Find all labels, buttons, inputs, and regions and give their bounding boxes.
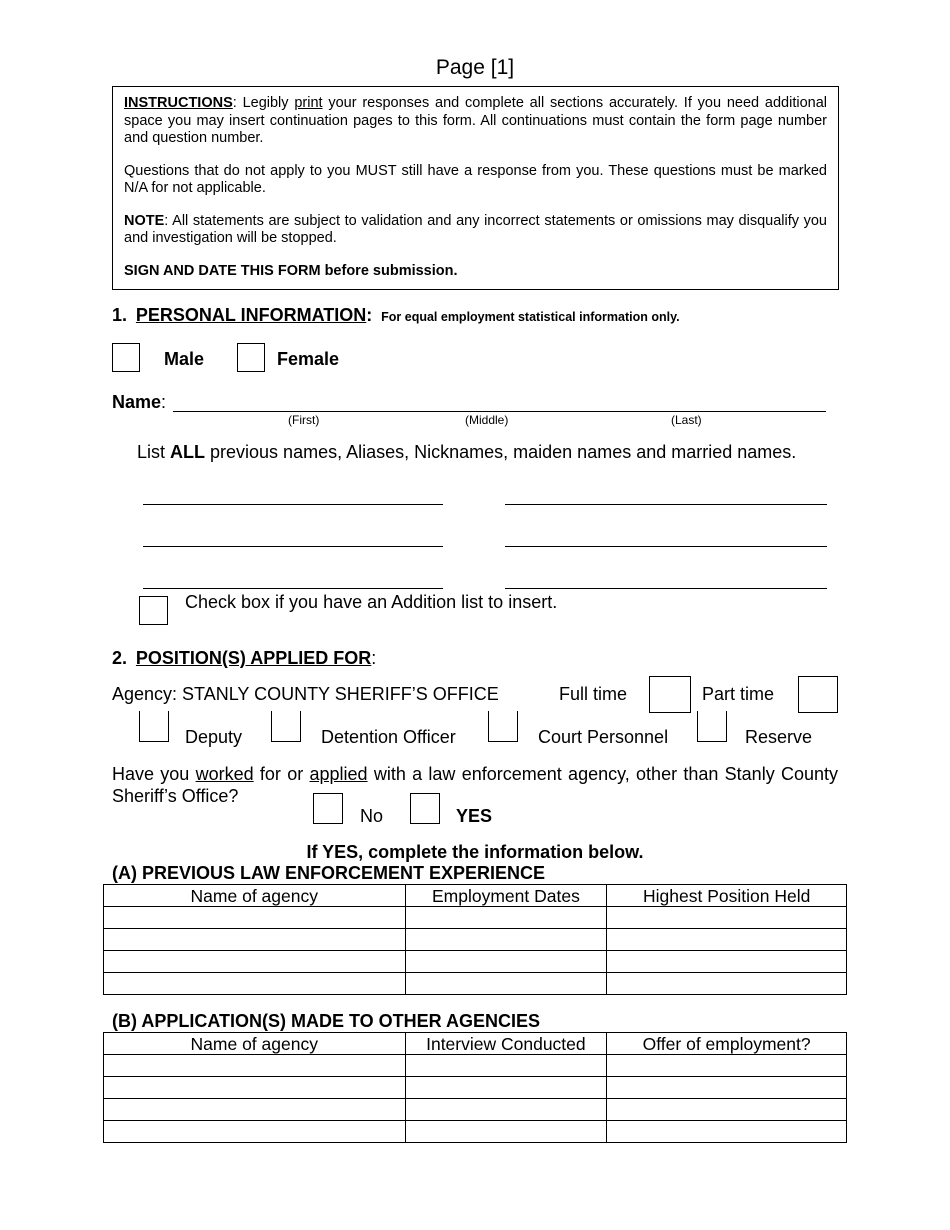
column-header: Interview Conducted [405,1033,607,1055]
table-row [104,973,847,995]
table-cell[interactable] [607,1077,847,1099]
table-cell[interactable] [607,1121,847,1143]
instructions-note [124,213,827,248]
part-time-checkbox[interactable] [798,676,838,713]
table-header-row [104,885,847,907]
court-personnel-label: Court Personnel [538,727,669,747]
section1-title: PERSONAL INFORMATION [135,305,367,325]
worked-word: worked [195,764,254,784]
male-label: Male [164,349,205,369]
section1-heading [112,305,680,326]
table-cell[interactable] [104,929,406,951]
last-name-caption: (Last) [671,413,702,427]
other-applications-table [103,1032,847,1143]
instructions-box [112,86,839,290]
previous-names-instruction [137,442,796,463]
column-header: Name of agency [104,1033,406,1055]
table-row [104,929,847,951]
table-row [104,907,847,929]
table-cell[interactable] [405,951,607,973]
table-cell[interactable] [104,1055,406,1077]
table-cell[interactable] [405,929,607,951]
full-time-label: Full time [559,684,628,704]
section1-colon: : [366,305,373,325]
addition-list-checkbox[interactable] [139,596,168,625]
full-time-checkbox[interactable] [649,676,691,713]
other-agency-question [112,763,838,807]
section2-heading [112,648,376,669]
table-cell[interactable] [104,907,406,929]
instructions-paragraph-2: Questions that do not apply to you MUST still have a response from you. These questions must be marked N/A for not applicable. [124,162,827,196]
section1-number: 1. [112,305,128,325]
first-name-caption: (First) [288,413,320,427]
reserve-label: Reserve [745,727,813,747]
column-header: Name of agency [104,885,406,907]
question-text: for or [253,764,310,784]
detention-officer-checkbox[interactable] [271,711,301,742]
previous-experience-table [103,884,847,995]
table-row [104,1099,847,1121]
table-cell[interactable] [104,1077,406,1099]
column-header: Highest Position Held [607,885,847,907]
instructions-heading: INSTRUCTIONS [124,95,233,111]
previous-name-input[interactable] [143,588,443,589]
previous-name-input[interactable] [505,504,827,505]
table-cell[interactable] [607,951,847,973]
table-cell[interactable] [104,1121,406,1143]
table-cell[interactable] [104,1099,406,1121]
table-cell[interactable] [405,1077,607,1099]
male-checkbox[interactable] [112,343,140,372]
list-prefix: List [137,442,171,462]
list-suffix: previous names, Aliases, Nicknames, maiden names and married names. [205,442,797,462]
if-yes-instruction: If YES, complete the information below. [306,842,644,862]
middle-name-caption: (Middle) [465,413,509,427]
section2-number: 2. [112,648,128,668]
female-checkbox[interactable] [237,343,265,372]
yes-label: YES [456,806,493,826]
section2-colon: : [371,648,377,668]
previous-name-input[interactable] [505,546,827,547]
page-title: Page [1] [435,56,515,79]
table-row [104,1121,847,1143]
print-word: print [294,95,323,111]
name-input[interactable] [173,411,826,412]
table-cell[interactable] [607,1099,847,1121]
table-row [104,1077,847,1099]
note-label: NOTE [124,212,165,229]
detention-officer-label: Detention Officer [321,727,456,747]
previous-name-input[interactable] [505,588,827,589]
sign-instruction: SIGN AND DATE THIS FORM before submission. [124,262,458,279]
table-cell[interactable] [405,907,607,929]
name-label-group [112,392,166,413]
previous-name-input[interactable] [143,504,443,505]
name-label: Name [112,392,162,412]
table-cell[interactable] [405,1099,607,1121]
table-cell[interactable] [607,907,847,929]
instructions-text: : Legibly [232,95,295,111]
question-text: Have you [112,764,196,784]
no-checkbox[interactable] [313,793,343,824]
table-cell[interactable] [405,973,607,995]
addition-list-label: Check box if you have an Addition list to insert. [185,592,558,612]
part-time-label: Part time [702,684,775,704]
table-cell[interactable] [104,951,406,973]
female-label: Female [277,349,340,369]
table-cell[interactable] [104,973,406,995]
court-personnel-checkbox[interactable] [488,711,518,742]
reserve-checkbox[interactable] [697,711,727,742]
deputy-label: Deputy [185,727,243,747]
instructions-paragraph-1 [124,95,827,148]
section2-title: POSITION(S) APPLIED FOR [135,648,372,668]
deputy-checkbox[interactable] [139,711,169,742]
no-label: No [360,806,384,826]
table-a-title: (A) PREVIOUS LAW ENFORCEMENT EXPERIENCE [112,863,546,883]
previous-name-input[interactable] [143,546,443,547]
question-text: with a law enforcement agency, other than Stanly County Sheriff’s Office? [112,764,839,806]
column-header: Offer of employment? [607,1033,847,1055]
table-row [104,951,847,973]
section1-subtitle: For equal employment statistical information only. [381,310,680,324]
yes-checkbox[interactable] [410,793,440,824]
name-colon: : [161,392,167,412]
table-b-title: (B) APPLICATION(S) MADE TO OTHER AGENCIES [112,1011,541,1031]
table-cell[interactable] [405,1121,607,1143]
agency-label: Agency: STANLY COUNTY SHERIFF’S OFFICE [112,684,499,704]
instructions-text: your responses and complete all sections accurately. If you need additional space you may insert continuation pages to this form. All continuations must contain the form page number and question number. [124,95,827,146]
table-cell[interactable] [607,929,847,951]
applied-word: applied [309,764,368,784]
table-header-row [104,1033,847,1055]
table-row [104,1055,847,1077]
table-cell[interactable] [405,1055,607,1077]
column-header: Employment Dates [405,885,607,907]
list-all: ALL [170,442,206,462]
table-cell[interactable] [607,973,847,995]
note-text: : All statements are subject to validation and any incorrect statements or omissions may disqualify you and investigation will be stopped. [124,212,827,246]
table-cell[interactable] [607,1055,847,1077]
